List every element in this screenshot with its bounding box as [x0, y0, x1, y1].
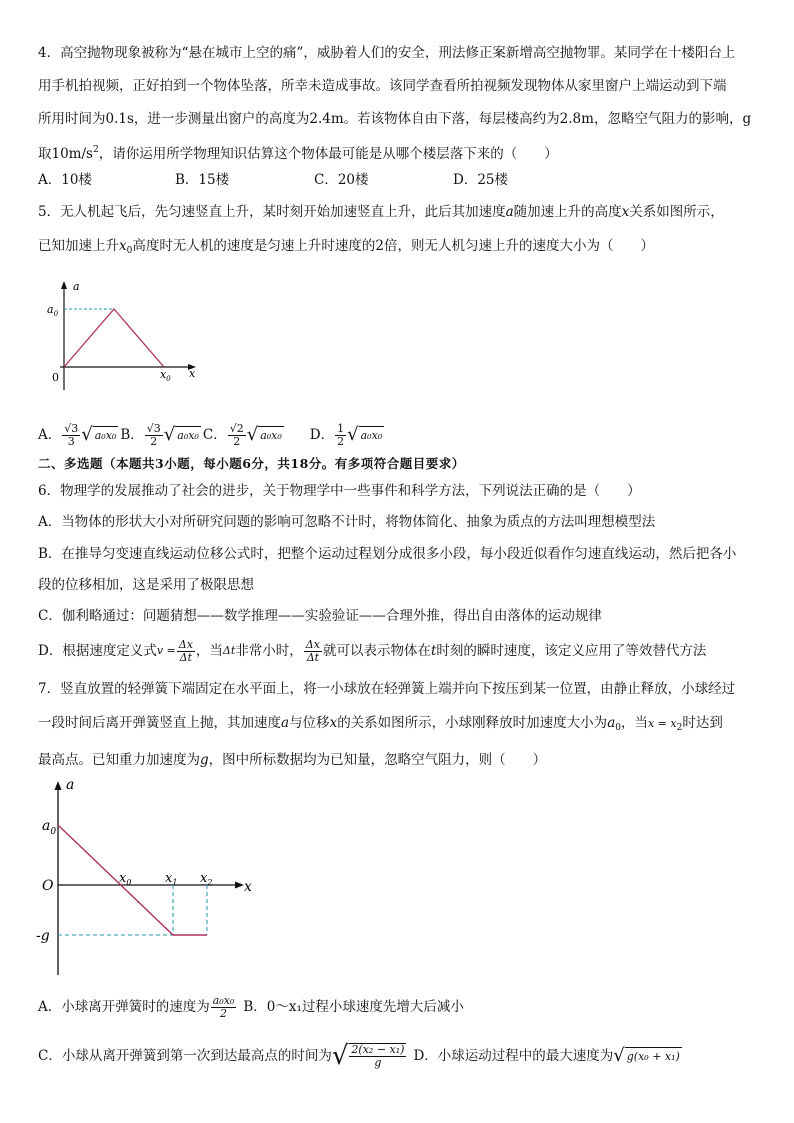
q6-option-a: A．当物体的形状大小对所研究问题的影响可忽略不计时，将物体简化、抽象为质点的方法叫理想模型法 — [38, 514, 656, 530]
q6-stem: 6．物理学的发展推动了社会的进步，关于物理学中一些事件和科学方法，下列说法正确的是（ ） — [38, 483, 641, 499]
q5-option-c: C． $\frac{√2}{2}$ √ a₀x₀ — [202, 421, 282, 448]
q5-stem-c: 关系如图所示， — [629, 204, 724, 220]
q7-option-d: D．小球运动过程中的最大速度为 √ g(x₀ + x₁) — [413, 1045, 680, 1066]
q7-y-arrow — [55, 781, 62, 790]
q6-option-d: D．根据速度定义式 v = $\frac{\Delta x}{\Delta t}$ ，当 Δt 非常小时， $\frac{\Delta x}{\Delta t}$ 就可以表示物体在 t 时刻的瞬时速度，该定义应用了等效替代方法 — [38, 637, 707, 664]
q4-line-3: 所用时间为0.1s，进一步测量出窗户的高度为2.4m。若该物体自由下落，每层楼高约为2.8m，忽略空气阻力的影响，g — [38, 111, 752, 127]
q5-options — [38, 420, 384, 450]
q7-x2-tick: $x_2$ — [200, 871, 213, 887]
q5-line-2 — [38, 237, 654, 260]
q7-line-2: 一段时间后离开弹簧竖直上抛，其加速度a与位移x的关系如图所示，小球刚释放时加速度大小为$a_0$，当$x = x_2$时达到 — [38, 715, 723, 733]
q5-var-a: a — [505, 204, 514, 220]
q7-x-label: x — [244, 879, 252, 895]
q5-graph — [36, 278, 216, 398]
section-heading: 二、多选题（本题共3小题，每小题6分，共18分。有多项符合题目要求） — [38, 456, 465, 471]
q5-y-arrow — [61, 281, 67, 289]
q4-unit: 取10m/s — [38, 146, 93, 162]
q7-options-cd — [38, 1036, 682, 1076]
q5-line-1 — [38, 203, 724, 221]
q5-y-label: a — [73, 280, 80, 293]
q7-line-3: 最高点。已知重力加速度为g，图中所标数据均为已知量，忽略空气阻力，则（ ） — [38, 752, 547, 768]
q7-option-c: C．小球从离开弹簧到第一次到达最高点的时间为 √ $\frac{\text{2(x₂ − x₁)}}{g}$ — [38, 1041, 405, 1071]
q7-x-arrow — [235, 882, 244, 889]
q7-x0-tick: $x_0$ — [119, 871, 132, 887]
q5-option-d: D． $\frac{1}{2}$ √ a₀x₀ — [309, 421, 383, 448]
q7-neg-g: -g — [36, 928, 50, 944]
q6-option-b-1: B．在推导匀变速直线运动位移公式时，把整个运动过程划分成很多小段，每小段近似看作匀速直线运动，然后把各小 — [38, 546, 737, 562]
q7-y-label: a — [66, 777, 75, 793]
q4-option-d: D．25楼 — [453, 172, 509, 188]
q7-origin: O — [42, 878, 54, 894]
q7-line-1: 7．竖直放置的轻弹簧下端固定在水平面上，将一小球放在轻弹簧上端并向下按压到某一位置，由静止释放，小球经过 — [38, 681, 736, 697]
q4-option-c: C．20楼 — [314, 172, 369, 188]
q7-a-x-line — [58, 825, 207, 935]
q4-line-2: 用手机拍视频，正好拍到一个物体坠落，所幸未造成事故。该同学查看所拍视频发现物体从家里窗户上端运动到下端 — [38, 78, 727, 94]
q7-option-a: A．小球离开弹簧时的速度为 $\frac{\text{a₀x₀}}{2}$ — [38, 993, 235, 1020]
q7-a0-tick: $a_0$ — [42, 818, 57, 837]
q4-line-1: 4．高空抛物现象被称为“悬在城市上空的痛”，威胁着人们的安全，刑法修正案新增高空抛物罪。某同学在十楼阳台上 — [38, 45, 736, 61]
q7-graph — [30, 775, 270, 985]
q5-stem-b: 随加速上升的高度 — [513, 204, 622, 220]
q7-x1-tick: $x_1$ — [165, 871, 178, 887]
q5-a-x-line — [64, 309, 164, 367]
q5-var-x0-sub: 0 — [126, 246, 133, 256]
q4-line-4 — [38, 141, 558, 163]
q5-x-label: x — [189, 367, 196, 380]
q6-option-c: C．伽利略通过：问题猜想——数学推理——实验验证——合理外推，得出自由落体的运动规律 — [38, 608, 602, 624]
q5-stem-a: 5．无人机起飞后，先匀速竖直上升，某时刻开始加速竖直上升，此后其加速度 — [38, 204, 506, 220]
q4-unit-exp: 2 — [92, 145, 99, 155]
q5-stem-e: 高度时无人机的速度是匀速上升时速度的2倍，则无人机匀速上升的速度大小为（ ） — [132, 238, 654, 254]
q5-origin: 0 — [52, 371, 59, 384]
q4-option-b: B．15楼 — [175, 172, 230, 188]
q5-x0-tick: $x_0$ — [160, 368, 171, 383]
q5-option-b: B． $\frac{√3}{2}$ √ a₀x₀ — [120, 421, 199, 448]
q5-stem-d: 已知加速上升 — [38, 238, 119, 254]
q7-options-ab — [38, 990, 464, 1024]
q4-option-a: A．10楼 — [38, 172, 92, 188]
q4-question: ，请你运用所学物理知识估算这个物体最可能是从哪个楼层落下来的（ ） — [98, 146, 558, 162]
q5-var-x: x — [621, 204, 630, 220]
q6-option-b-2: 段的位移相加，这是采用了极限思想 — [38, 577, 254, 593]
q7-option-b: B．0～x₁过程小球速度先增大后减小 — [243, 999, 464, 1015]
q5-a0-tick: $a_0$ — [47, 303, 59, 318]
q5-option-a: A． $\frac{√3}{3}$ √ a₀x₀ — [38, 421, 117, 448]
q5-var-x0: x — [119, 238, 127, 254]
